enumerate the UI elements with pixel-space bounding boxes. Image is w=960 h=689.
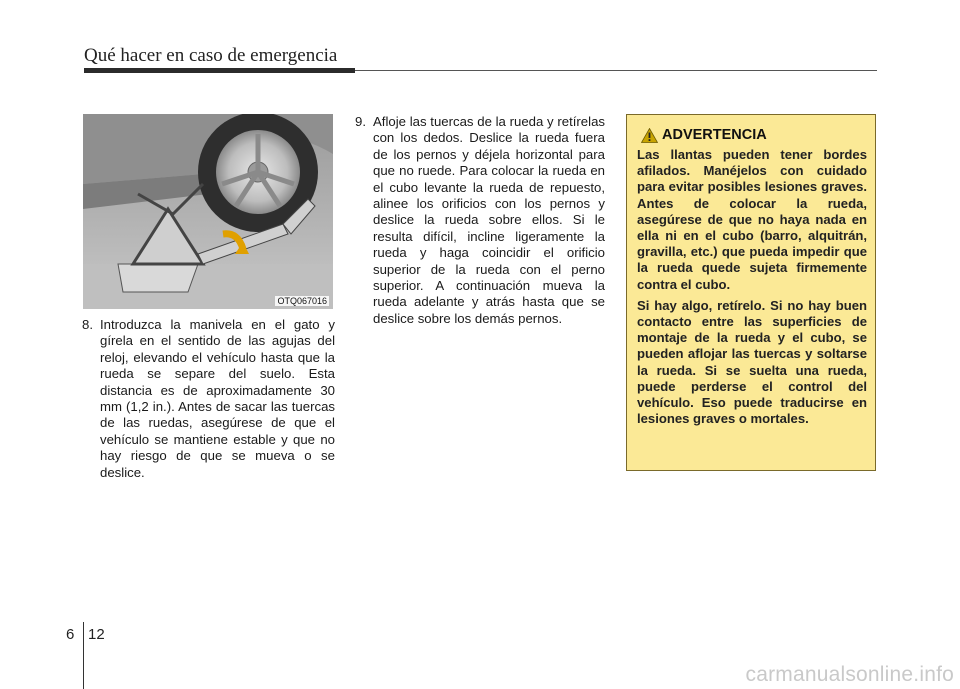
header-bar (84, 68, 355, 73)
warning-paragraph: Si hay algo, retírelo. Si no hay buen contacto entre las superficies de montaje de la rueda y el cubo, se pueden aflojar las tuercas y soltarse la rueda. Si se suelta una rueda, puede perderse el control del vehículo. Eso puede traducirse en lesiones graves o mortales. (637, 297, 867, 427)
page-number: 12 (88, 626, 105, 643)
warning-box (626, 114, 876, 471)
step-text: Introduzca la manivela en el gato y gírela en el sentido de las agujas del reloj, elevando el vehículo hasta que la rueda se separe del suelo. Esta distancia es de aproximadamente 30 mm (1,2 in.). Antes de sacar las tuercas de las ruedas, asegúrese de que el vehículo se mantiene estable y que no hay riesgo de que se mueva o se deslice. (100, 317, 335, 480)
jack-illustration (83, 114, 333, 309)
warning-header (641, 127, 767, 143)
footer-divider (83, 622, 84, 689)
header-rule (355, 70, 877, 71)
step-8 (82, 317, 335, 481)
step-number: 8. (82, 317, 93, 332)
watermark: carmanualsonline.info (745, 663, 954, 686)
jack-crank-image (83, 114, 333, 309)
step-number: 9. (355, 114, 366, 129)
step-9 (355, 114, 605, 327)
warning-triangle-icon (641, 128, 658, 143)
step-text: Afloje las tuercas de la rueda y retírelas con los dedos. Deslice la rueda fuera de los pernos y déjela horizontal para que no ruede. Para colocar la rueda en el cubo levante la rueda de repuesto, alinee los orificios con los pernos y deslice la rueda sobre ellos. Si le resulta difícil, incline ligeramente la rueda y haga coincidir el orificio superior de la rueda con el perno superior. A continuación mueva la rueda adelante y atrás hasta que se deslice sobre los demás pernos. (373, 114, 605, 326)
figure-code: OTQ067016 (277, 296, 327, 306)
warning-title: ADVERTENCIA (662, 127, 767, 143)
page-header-title: Qué hacer en caso de emergencia (84, 45, 338, 66)
chapter-number: 6 (66, 626, 75, 643)
warning-paragraph: Las llantas pueden tener bordes afilados. Manéjelos con cuidado para evitar posibles lesiones graves. Antes de colocar la rueda, asegúrese de que no haya nada en ella ni en el cubo (barro, alquitrán, gravilla, etc.) que pueda impedir que la rueda quede sujeta firmemente contra el cubo. (637, 147, 867, 292)
warning-text (637, 147, 867, 432)
